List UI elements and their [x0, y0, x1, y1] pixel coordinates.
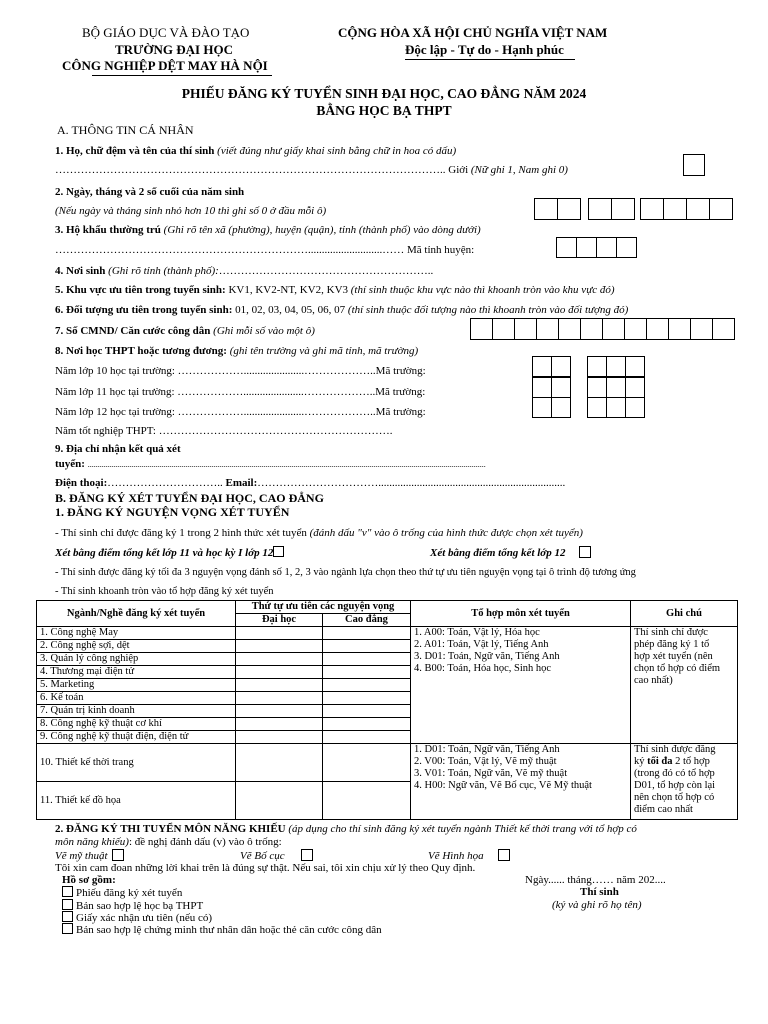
- id-digit-box[interactable]: [712, 318, 735, 340]
- signature-note: (ký và ghi rõ họ tên): [552, 899, 642, 911]
- combo-h00[interactable]: 4. H00: Ngữ văn, Vẽ Bố cục, Vẽ Mỹ thuật: [414, 780, 592, 791]
- priority-col-10[interactable]: [323, 744, 411, 782]
- talent-opt-figure: Vẽ Hình họa: [428, 850, 484, 862]
- province-code-box[interactable]: [532, 397, 552, 418]
- q2-label: 2. Ngày, tháng và 2 số cuối của năm sinh: [55, 186, 245, 198]
- priority-col-9[interactable]: [323, 731, 411, 744]
- dossier-item-4: Bản sao hợp lệ chứng minh thư nhân dân hoặc thẻ căn cước công dân: [76, 924, 382, 936]
- republic-name: CỘNG HÒA XÃ HỘI CHỦ NGHĨA VIỆT NAM: [338, 25, 608, 40]
- section-b-heading: B. ĐĂNG KÝ XÉT TUYỂN ĐẠI HỌC, CAO ĐẲNG: [55, 491, 324, 505]
- talent-drawing-checkbox[interactable]: [112, 849, 124, 861]
- q8-graduation-year[interactable]: Năm tốt nghiệp THPT: ……………………………………………………….: [55, 425, 393, 437]
- talent-note: (áp dụng cho thí sinh đăng ký xét tuyển ngành Thiết kế thời trang với tổ hợp có: [288, 823, 637, 835]
- dossier-item-2: Bản sao hợp lệ học bạ THPT: [76, 900, 204, 912]
- q8-label: 8. Nơi học THPT hoặc tương đương:: [55, 345, 227, 357]
- form-title: PHIẾU ĐĂNG KÝ TUYỂN SINH ĐẠI HỌC, CAO ĐẲNG NĂM 2024: [181, 86, 587, 101]
- note-line: chọn tổ hợp có điểm: [634, 663, 721, 674]
- signature-role: Thí sinh: [580, 886, 619, 898]
- school-code-box[interactable]: [606, 377, 626, 398]
- q9-address-line[interactable]: .......................................................................................................................................................................................................: [87, 460, 486, 469]
- combo-d01[interactable]: 3. D01: Toán, Ngữ văn, Tiếng Anh: [414, 651, 560, 662]
- talent-heading: 2. ĐĂNG KÝ THI TUYỂN MÔN NĂNG KHIẾU: [55, 823, 286, 835]
- year-digit-1[interactable]: [640, 198, 664, 220]
- th-combination: Tổ hợp môn xét tuyển: [411, 601, 631, 627]
- major-1: 1. Công nghệ May: [37, 627, 236, 640]
- q8-grade12[interactable]: Năm lớp 12 học tại trường: ………………......................………………..Mã trường:: [55, 406, 426, 418]
- school-code-box[interactable]: [587, 377, 607, 398]
- note-text: ký: [634, 756, 645, 767]
- major-10: 10. Thiết kế thời trang: [37, 744, 236, 782]
- dossier-checkbox-1[interactable]: [62, 886, 73, 897]
- priority-uni-7[interactable]: [236, 705, 323, 718]
- note1-italic: (đánh dấu "v" vào ô trống của hình thức được chọn xét tuyển): [309, 527, 583, 539]
- q1-name-line[interactable]: ……………………………………………………………………………………………..: [55, 164, 446, 176]
- id-digit-box[interactable]: [580, 318, 603, 340]
- dossier-item-3: Giấy xác nhận ưu tiên (nếu có): [76, 912, 213, 924]
- option-2-label: Xét bằng điểm tổng kết lớp 12: [430, 547, 566, 559]
- id-digit-box[interactable]: [492, 318, 515, 340]
- note2: - Thí sinh được đăng ký tối đa 3 nguyện vọng đánh số 1, 2, 3 vào ngành lựa chọn theo thứ tự ưu tiên nguyện vọng tại ô trình độ tương ứng: [55, 567, 636, 578]
- priority-uni-3[interactable]: [236, 653, 323, 666]
- major-4: 4. Thương mại điện tử: [37, 666, 236, 679]
- note-line: hợp xét tuyển (nên: [634, 651, 713, 662]
- option-1-label: Xét bằng điểm tổng kết lớp 11 và học kỳ I lớp 12: [55, 547, 274, 559]
- district-code-3[interactable]: [596, 237, 617, 258]
- note-line: Thí sinh được đăng: [634, 744, 716, 755]
- q1-note: (viết đúng như giấy khai sinh bằng chữ in hoa có dấu): [217, 145, 457, 157]
- major-6: 6. Kế toán: [37, 692, 236, 705]
- priority-col-6[interactable]: [323, 692, 411, 705]
- combo-a01[interactable]: 2. A01: Toán, Vật lý, Tiếng Anh: [414, 639, 549, 650]
- school-code-box[interactable]: [625, 356, 645, 377]
- q3-code-label: Mã tỉnh huyện:: [407, 244, 475, 256]
- id-digit-box[interactable]: [668, 318, 691, 340]
- gender-box[interactable]: [683, 154, 705, 176]
- priority-uni-5[interactable]: [236, 679, 323, 692]
- id-digit-box[interactable]: [470, 318, 493, 340]
- id-digit-box[interactable]: [646, 318, 669, 340]
- th-note: Ghi chú: [631, 601, 738, 627]
- header-underline-right: [405, 59, 575, 60]
- q6-note: (thí sinh thuộc đối tượng nào thì khoanh tròn vào đối tượng đó): [347, 304, 629, 316]
- th-university: Đại học: [236, 614, 323, 627]
- day-digit-2[interactable]: [557, 198, 581, 220]
- university-line2: CÔNG NGHIỆP DỆT MAY HÀ NỘI: [62, 58, 268, 73]
- major-2: 2. Công nghệ sợi, dệt: [37, 640, 236, 653]
- major-3: 3. Quản lý công nghiệp: [37, 653, 236, 666]
- id-digit-box[interactable]: [558, 318, 581, 340]
- priority-col-1[interactable]: [323, 627, 411, 640]
- talent-note-cont: môn năng khiếu): [55, 836, 129, 848]
- registration-table: [36, 600, 738, 820]
- email-label: Email:: [225, 477, 258, 489]
- combo-v01[interactable]: 3. V01: Toán, Ngữ văn, Vẽ mỹ thuật: [414, 768, 568, 779]
- priority-col-4[interactable]: [323, 666, 411, 679]
- dossier-item-1: Phiếu đăng ký xét tuyển: [76, 887, 183, 899]
- year-digit-2[interactable]: [663, 198, 687, 220]
- note-text: 2 tổ hợp: [675, 756, 710, 767]
- combos-group-1: [411, 627, 631, 744]
- year-digit-4[interactable]: [709, 198, 733, 220]
- priority-uni-9[interactable]: [236, 731, 323, 744]
- th-college: Cao đẳng: [323, 614, 411, 627]
- combo-a00[interactable]: 1. A00: Toán, Vật lý, Hóa học: [414, 627, 540, 638]
- month-digit-1[interactable]: [588, 198, 612, 220]
- school-code-box[interactable]: [606, 397, 626, 418]
- major-8: 8. Công nghệ kỹ thuật cơ khí: [37, 718, 236, 731]
- section-a-heading: A. THÔNG TIN CÁ NHÂN: [57, 123, 194, 137]
- note-group-1: [631, 627, 738, 744]
- day-digit-1[interactable]: [534, 198, 558, 220]
- header-underline-left: [92, 75, 272, 76]
- province-code-box[interactable]: [551, 377, 571, 398]
- q9-label-cont: tuyển:: [55, 458, 85, 470]
- province-code-box[interactable]: [551, 397, 571, 418]
- note1-text: - Thí sinh chỉ được đăng ký 1 trong 2 hình thức xét tuyển: [55, 527, 307, 539]
- ministry-name: BỘ GIÁO DỤC VÀ ĐÀO TẠO: [82, 25, 250, 40]
- combo-d01-art[interactable]: 1. D01: Toán, Ngữ văn, Tiếng Anh: [414, 744, 560, 755]
- talent-figure-checkbox[interactable]: [498, 849, 510, 861]
- talent-opt-composition: Vẽ Bố cục: [240, 850, 285, 862]
- note-line: Thí sinh chỉ được: [634, 627, 708, 638]
- dossier-checkbox-3[interactable]: [62, 911, 73, 922]
- province-code-box[interactable]: [532, 377, 552, 398]
- combo-v00[interactable]: 2. V00: Toán, Vật lý, Vẽ mỹ thuật: [414, 756, 557, 767]
- month-digit-2[interactable]: [611, 198, 635, 220]
- q1-label: 1. Họ, chữ đệm và tên của thí sinh: [55, 145, 215, 157]
- priority-uni-4[interactable]: [236, 666, 323, 679]
- combo-b00[interactable]: 4. B00: Toán, Hóa học, Sinh học: [414, 663, 552, 674]
- q5-label: 5. Khu vực ưu tiên trong tuyển sinh:: [55, 284, 226, 296]
- q4-label: 4. Nơi sinh: [55, 265, 106, 277]
- province-code-box[interactable]: [551, 356, 571, 377]
- priority-col-7[interactable]: [323, 705, 411, 718]
- note-line: D01, tổ hợp còn lại: [634, 780, 716, 791]
- q4-note: (Ghi rõ tỉnh (thành phố):: [108, 265, 219, 277]
- priority-col-8[interactable]: [323, 718, 411, 731]
- major-9: 9. Công nghệ kỹ thuật điện, điện tử: [37, 731, 236, 744]
- note-group-2: [631, 744, 738, 820]
- talent-opt-drawing: Vẽ mỹ thuật: [55, 850, 108, 862]
- province-code-box[interactable]: [532, 356, 552, 377]
- school-code-box[interactable]: [587, 356, 607, 377]
- district-code-1[interactable]: [556, 237, 577, 258]
- motto: Độc lập - Tự do - Hạnh phúc: [405, 42, 564, 57]
- form-subtitle: BẰNG HỌC BẠ THPT: [316, 103, 452, 118]
- q5-note: (thí sinh thuộc khu vực nào thì khoanh tròn vào khu vực đó): [350, 284, 615, 296]
- q8-grade11[interactable]: Năm lớp 11 học tại trường: ………………......................………………..Mã trường:: [55, 386, 426, 398]
- dossier-heading: Hồ sơ gồm:: [62, 874, 116, 886]
- school-code-box[interactable]: [625, 397, 645, 418]
- q8-note: (ghi tên trường và ghi mã tỉnh, mã trường): [229, 345, 419, 357]
- phone-line[interactable]: …………………………..: [107, 477, 223, 489]
- id-digit-box[interactable]: [602, 318, 625, 340]
- note-line: (trong đó có tổ hợp: [634, 768, 715, 779]
- q3-label: 3. Hộ khẩu thường trú: [55, 224, 161, 236]
- note-line: cao nhất): [634, 675, 673, 686]
- note-line: điểm cao nhất: [634, 804, 693, 815]
- id-digit-box[interactable]: [624, 318, 647, 340]
- note-line: nên chọn tổ hợp có: [634, 792, 715, 803]
- university-line1: TRƯỜNG ĐẠI HỌC: [115, 42, 233, 57]
- q8-grade10[interactable]: Năm lớp 10 học tại trường: ………………......................………………..Mã trường:: [55, 365, 426, 377]
- q3-address-line[interactable]: ……………………………………………………………...........................……: [55, 244, 405, 256]
- q4-line[interactable]: …………………………………………………..: [218, 265, 434, 277]
- year-digit-3[interactable]: [686, 198, 710, 220]
- signature-date[interactable]: Ngày...... tháng…… năm 202....: [525, 874, 666, 886]
- combos-group-2: [411, 744, 631, 820]
- note-bold: tối đa: [647, 756, 673, 767]
- section-b-sub1: 1. ĐĂNG KÝ NGUYỆN VỌNG XÉT TUYỂN: [55, 505, 290, 519]
- note-line: phép đăng ký 1 tổ: [634, 639, 710, 650]
- id-digit-box[interactable]: [536, 318, 559, 340]
- th-major: Ngành/Nghề đăng ký xét tuyển: [37, 601, 236, 627]
- q6-values[interactable]: 01, 02, 03, 04, 05, 06, 07: [235, 304, 346, 316]
- q1-gender-note: (Nữ ghi 1, Nam ghi 0): [470, 164, 568, 176]
- th-priority: Thứ tự ưu tiên các nguyện vọng: [236, 601, 411, 614]
- talent-instruction: : đề nghị đánh dấu (v) vào ô trống:: [128, 836, 282, 848]
- district-code-4[interactable]: [616, 237, 637, 258]
- option-1-checkbox[interactable]: [273, 546, 284, 557]
- priority-col-5[interactable]: [323, 679, 411, 692]
- priority-uni-2[interactable]: [236, 640, 323, 653]
- school-code-box[interactable]: [587, 397, 607, 418]
- option-2-checkbox[interactable]: [579, 546, 591, 558]
- major-7: 7. Quản trị kinh doanh: [37, 705, 236, 718]
- q6-label: 6. Đối tượng ưu tiên trong tuyển sinh:: [55, 304, 233, 316]
- major-5: 5. Marketing: [37, 679, 236, 692]
- q5-values[interactable]: KV1, KV2-NT, KV2, KV3: [228, 284, 349, 296]
- id-digit-box[interactable]: [514, 318, 537, 340]
- priority-col-2[interactable]: [323, 640, 411, 653]
- pledge-text: Tôi xin cam đoan những lời khai trên là đúng sự thật. Nếu sai, tôi xin chịu xử lý theo Quy định.: [55, 862, 476, 874]
- dossier-checkbox-4[interactable]: [62, 923, 73, 934]
- priority-col-3[interactable]: [323, 653, 411, 666]
- priority-col-11[interactable]: [323, 782, 411, 820]
- talent-composition-checkbox[interactable]: [301, 849, 313, 861]
- dossier-checkbox-2[interactable]: [62, 899, 73, 910]
- id-digit-box[interactable]: [690, 318, 713, 340]
- priority-uni-1[interactable]: [236, 627, 323, 640]
- note-line: [634, 756, 734, 768]
- q1-gender-label: Giới: [448, 164, 469, 176]
- priority-uni-10[interactable]: [236, 744, 323, 782]
- q3-note: (Ghi rõ tên xã (phường), huyện (quận), tỉnh (thành phố) vào dòng dưới): [163, 224, 481, 236]
- q7-note: (Ghi mỗi số vào một ô): [213, 325, 315, 337]
- q7-label: 7. Số CMND/ Căn cước công dân: [55, 325, 211, 337]
- priority-uni-11[interactable]: [236, 782, 323, 820]
- q2-note: (Nếu ngày và tháng sinh nhỏ hơn 10 thì ghi số 0 ở đầu mỗi ô): [55, 205, 327, 217]
- email-line[interactable]: ……………………………....................................................................: [257, 477, 566, 489]
- school-code-box[interactable]: [606, 356, 626, 377]
- note3: - Thí sinh khoanh tròn vào tổ hợp đăng ký xét tuyển: [55, 586, 274, 597]
- school-code-box[interactable]: [625, 377, 645, 398]
- q9-label: 9. Địa chỉ nhận kết quả xét: [55, 443, 181, 455]
- district-code-2[interactable]: [576, 237, 597, 258]
- priority-uni-6[interactable]: [236, 692, 323, 705]
- priority-uni-8[interactable]: [236, 718, 323, 731]
- major-11: 11. Thiết kế đồ họa: [37, 782, 236, 820]
- phone-label: Điện thoại:: [55, 477, 108, 489]
